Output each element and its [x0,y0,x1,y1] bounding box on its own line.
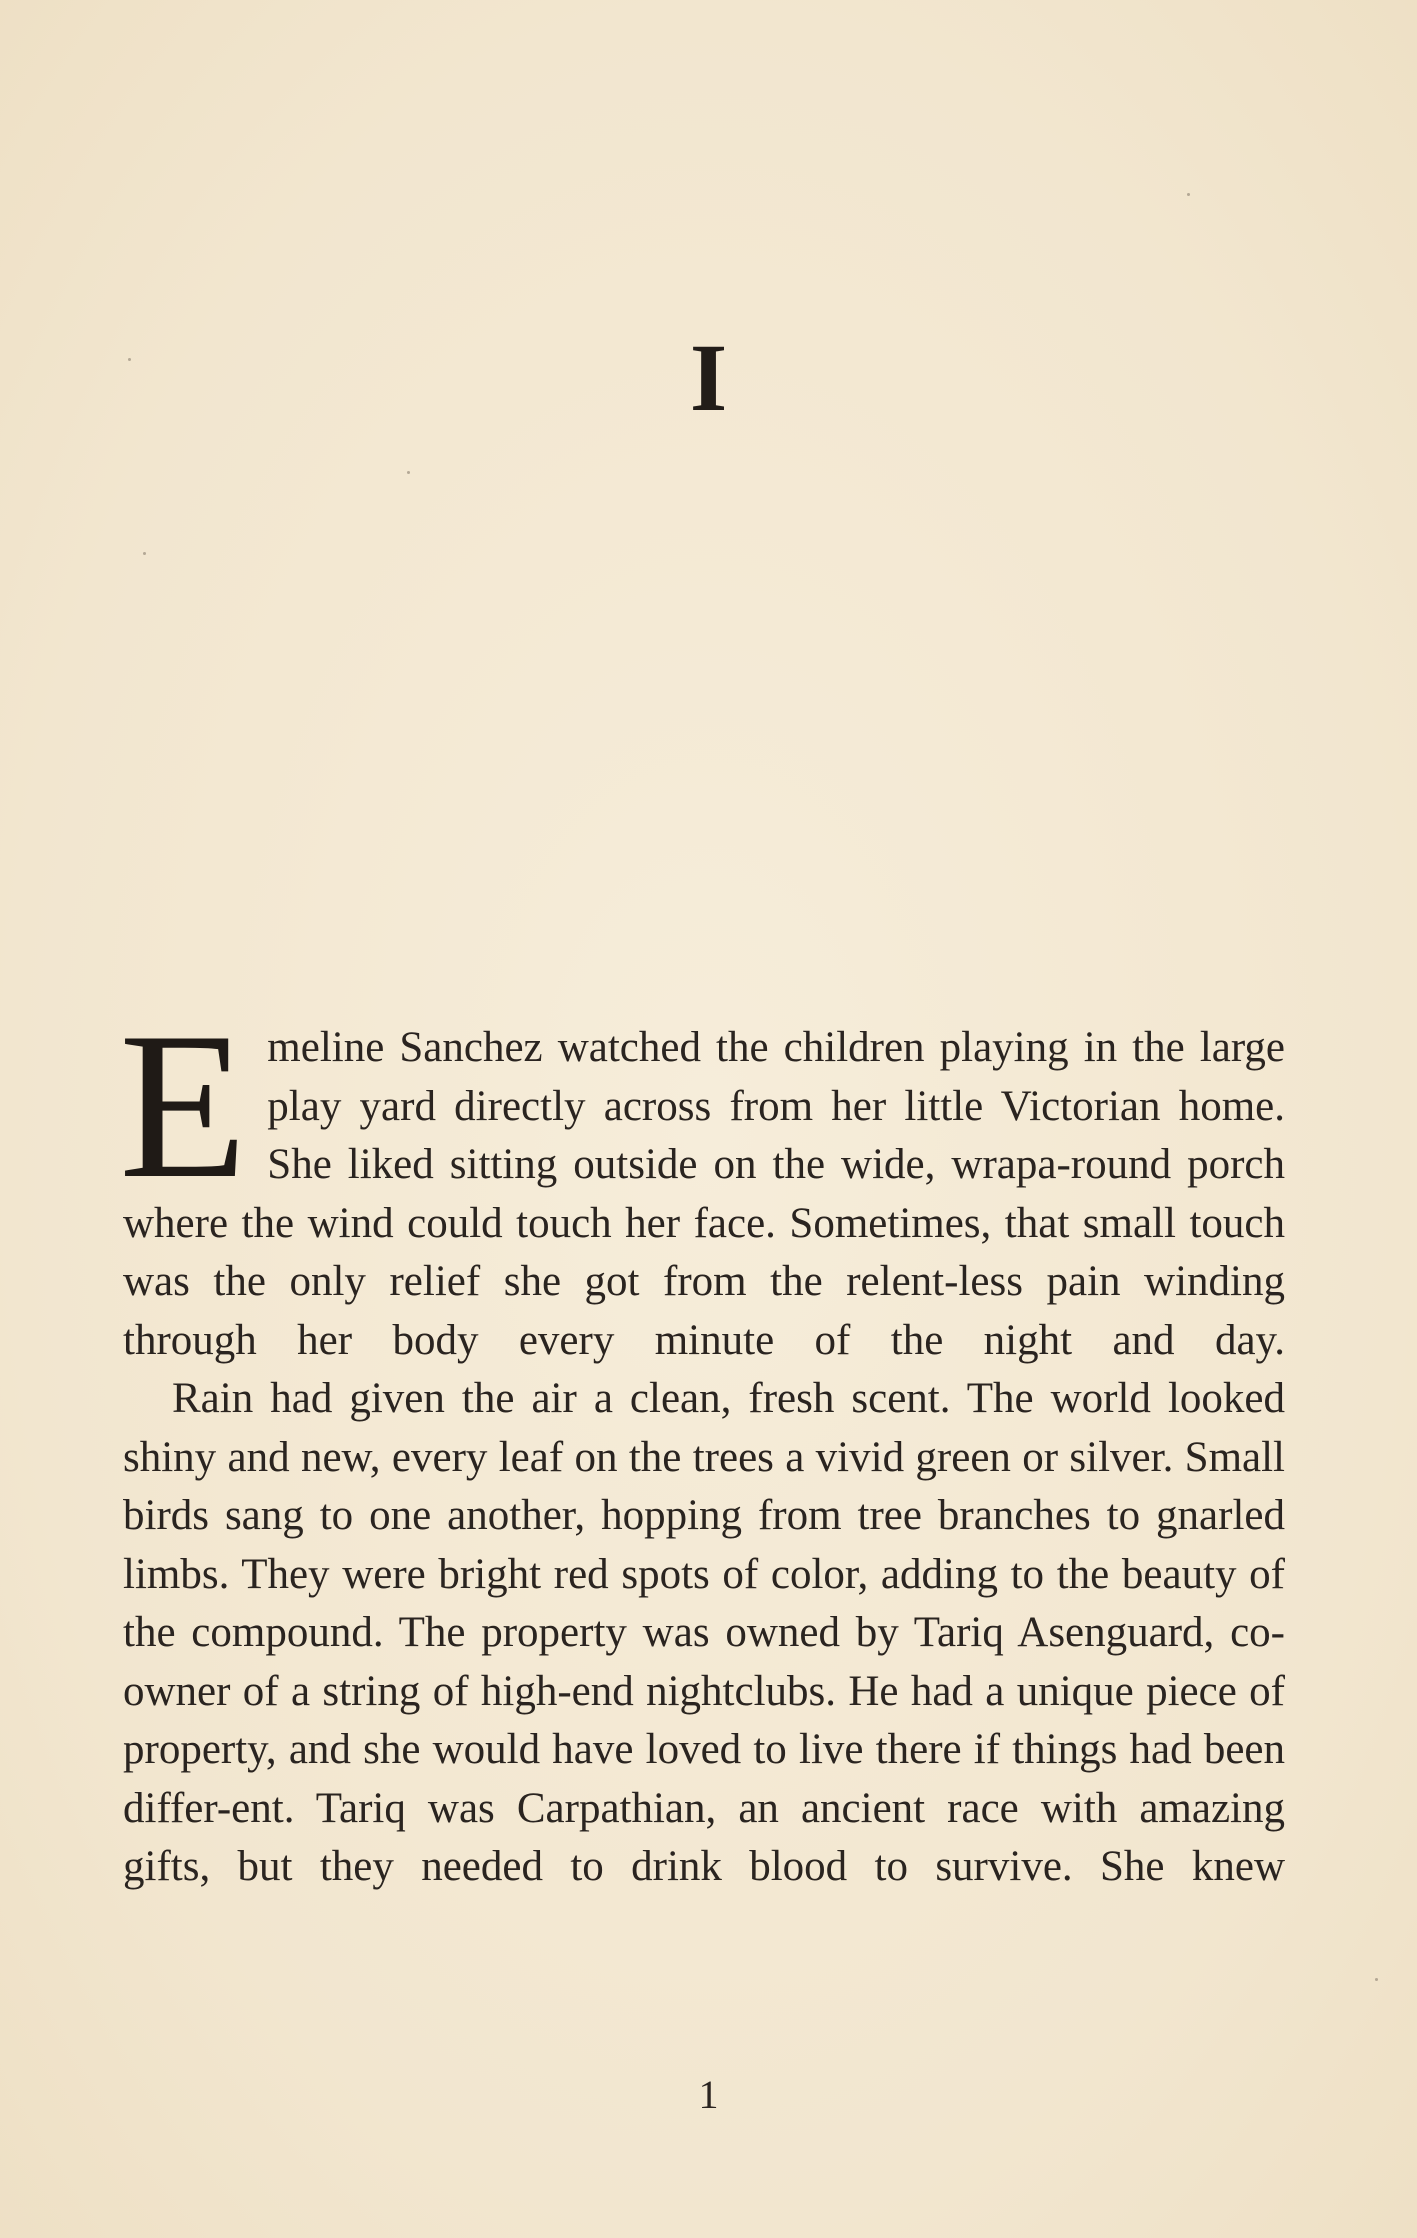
paragraph [123,1370,1285,1897]
paper-speck [407,471,410,474]
drop-cap: E [119,990,248,1222]
chapter-body [119,990,1285,1897]
paragraph-text: Rain had given the air a clean, fresh scent. The world looked shiny and new, every leaf on the trees a vivid green or silver. Small birds sang to one another, hopping from tree branches to gnarled limbs. They were bright red spots of color, adding to the beauty of the compound. The property was owned by Tariq Asenguard, co-owner of a string of high-end nightclubs. He had a unique piece of property, and she would have loved to live there if things had been differ-ent. Tariq was Carpathian, an ancient race with amazing gifts, but they needed to drink blood to survive. She knew [123,1375,1285,1890]
paper-speck [143,552,146,555]
paper-speck [1375,1978,1378,1981]
paper-speck [1187,193,1190,196]
opening-paragraph [119,990,1285,1370]
paragraph-text: meline Sanchez watched the children playing in the large play yard directly across from her little Victorian home. She liked sitting outside on the wide, wrapa-round porch where the wind could touch her face. Sometimes, that small touch was the only relief she got from the relent-less pain winding through her body every minute of the night and day. [123,1024,1285,1364]
chapter-number: I [689,324,728,431]
page-number: 1 [698,2072,719,2117]
